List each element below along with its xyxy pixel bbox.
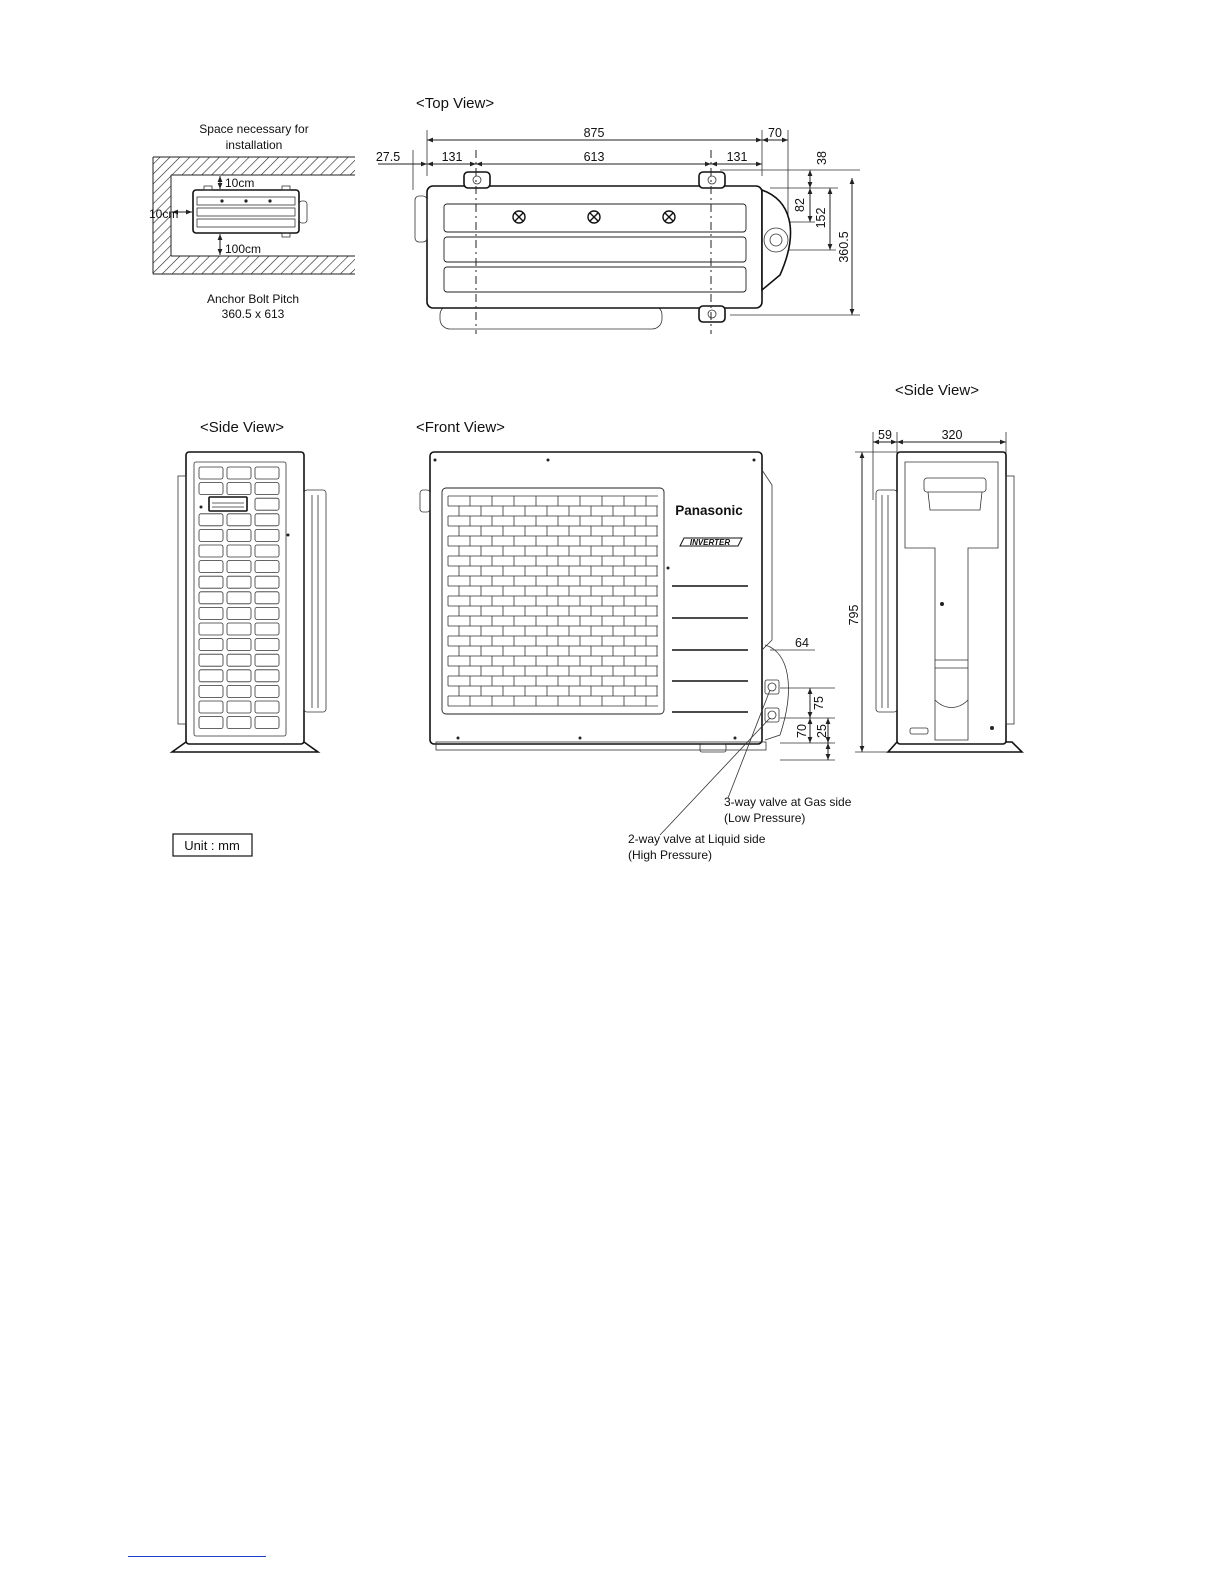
side-view-left: [172, 419, 326, 752]
fan-grille: [442, 488, 664, 714]
dim-70: 70: [795, 724, 809, 738]
installation-unit-outline: [193, 190, 299, 233]
dim-vertical-152: 152: [814, 207, 828, 229]
svg-text:INVERTER: INVERTER: [689, 538, 731, 547]
inverter-badge: [680, 538, 742, 547]
side-view-left-heading: <Side View>: [200, 419, 284, 436]
installation-title-line2: installation: [225, 138, 283, 152]
dim-right-extension: 70: [768, 126, 782, 140]
wall-bottom-hatch: [153, 256, 355, 274]
front-view: [416, 419, 852, 862]
top-view-heading: <Top View>: [416, 95, 495, 112]
top-view: [376, 95, 860, 334]
gas-valve-label-line2: (Low Pressure): [724, 811, 806, 825]
dim-right-bolt: 131: [726, 150, 748, 164]
dim-bolt-pitch: 613: [583, 150, 605, 164]
side-view-right: [847, 382, 1022, 752]
dim-75: 75: [812, 696, 826, 710]
installation-title-line1: Space necessary for: [199, 122, 309, 136]
dim-overall-width: 875: [583, 126, 605, 140]
footer-rule: [128, 1556, 266, 1557]
unit-label: Unit : mm: [184, 838, 240, 853]
dim-height-795: 795: [847, 604, 861, 626]
brand-logo: Panasonic: [675, 503, 743, 518]
anchor-bolt-title: Anchor Bolt Pitch: [206, 292, 300, 306]
liquid-valve-label-line1: 2-way valve at Liquid side: [628, 832, 766, 846]
dim-25: 25: [815, 724, 829, 738]
dim-320: 320: [941, 428, 963, 442]
installation-space-diagram: [149, 122, 355, 321]
anchor-bolt-value: 360.5 x 613: [221, 307, 285, 321]
dim-64: 64: [795, 636, 809, 650]
clearance-left-label: 10cm: [149, 207, 179, 221]
clearance-bottom-label: 100cm: [225, 242, 262, 256]
side-view-right-heading: <Side View>: [895, 382, 979, 399]
clearance-top-label: 10cm: [225, 176, 255, 190]
dim-vertical-depth: 360.5: [837, 231, 851, 263]
dim-left-bolt: 131: [441, 150, 463, 164]
side-view-right-outline: [897, 452, 1006, 744]
gas-valve-label-line1: 3-way valve at Gas side: [724, 795, 852, 809]
front-view-heading: <Front View>: [416, 419, 505, 436]
liquid-valve-label-line2: (High Pressure): [628, 848, 713, 862]
dim-vertical-82: 82: [793, 198, 807, 212]
dim-59: 59: [878, 428, 892, 442]
dim-left-offset: 27.5: [375, 150, 401, 164]
unit-label-box: [173, 834, 252, 856]
wall-top-hatch: [153, 157, 355, 175]
dim-vertical-38: 38: [815, 151, 829, 165]
